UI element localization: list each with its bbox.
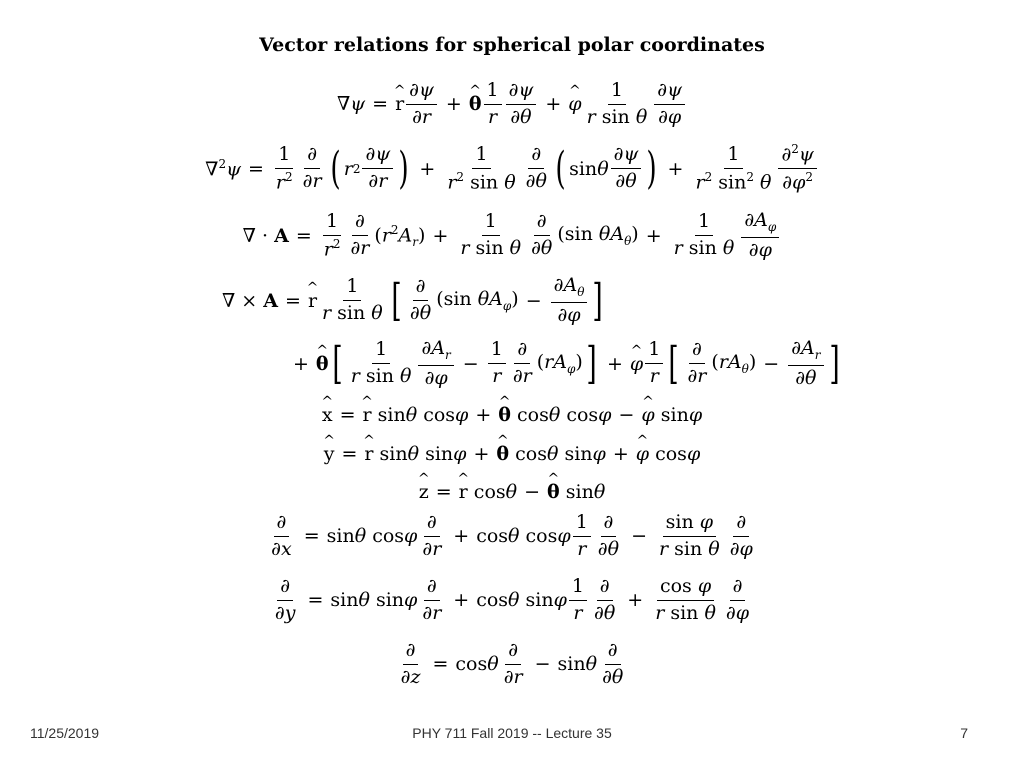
footer-course: PHY 711 Fall 2019 -- Lecture 35: [412, 725, 612, 741]
equation-d-dz: $\frac{\partial}{\partial z}$ = cos θ $\frac{\partial}{\partial r}$ − sin θ $\frac{\partial}{\partial\theta}$: [400, 639, 624, 688]
equation-x-hat: ^ x = ^ r sin θ cos φ + ^ θ cos θ cos φ − ^ φ sin φ: [0, 404, 1024, 426]
footer-date: 11/25/2019: [30, 725, 100, 741]
equation-divergence: ∇ · A = $\frac{1}{r^2}$ $\frac{\partial}{\partial r}$ $(r^2A_r)$ + $\frac{1}{\text{r sin θ}}$ $\frac{\partial}{\partial\theta}$ (sin $\theta A_\theta$) + $\frac{1}{\text{r sin θ}}$ $\frac{\partial A_\varphi}{\partial\varphi}$: [0, 210, 1024, 261]
equation-curl-line2: + ^ θ [ $\frac{1}{\text{r sin θ}}$ $\frac{\partial A_r}{\partial\varphi}$ − $\frac{1}{r}$ $\frac{\partial}{\partial r}$ $(rA_\varphi)$ ] + ^ φ $\frac{1}{r}$ [ $\frac{\partial}{\partial r}$ $(rA_\theta)$ − $\frac{\partial A_r}{\partial\theta}$ ]: [0, 338, 1024, 389]
equation-curl-line1: ∇ × A = ^ r $\frac{1}{\text{r sin θ}}$ [ $\frac{\partial}{\partial\theta}$ (sin $\theta A_\varphi$) − $\frac{\partial A_\theta}{\partial\varphi}$ ]: [0, 275, 1024, 326]
footer-page-number: 7: [960, 725, 968, 741]
slide-title: Vector relations for spherical polar coordinates: [259, 34, 765, 56]
equation-y-hat: ^ y = ^ r sin θ sin φ + ^ θ cos θ sin φ + ^ φ cos φ: [0, 443, 1024, 465]
equation-d-dy: $\frac{\partial}{\partial y}$ = sin θ sin φ $\frac{\partial}{\partial r}$ + cos θ sin φ $\frac{1}{r}$ $\frac{\partial}{\partial\theta}$ + $\frac{\text{cos φ}}{\text{r sin θ}}$ $\frac{\partial}{\partial\varphi}$: [274, 575, 750, 624]
equation-z-hat: ^ z = ^ r cos θ − ^ θ sin θ: [0, 481, 1024, 503]
equation-laplacian: ∇$^2$ψ = $\frac{1}{r^2}$ $\frac{\partial}{\partial r}$ ( r 2 $\frac{\partial\psi}{\partial r}$ ) + $\frac{1}{r^2 \sin \theta}$ $\frac{\partial}{\partial\theta}$ ( sin θ $\frac{\partial\psi}{\partial\theta}$ ) + $\frac{1}{r^2 \sin^2 \theta}$ $\frac{\partial^2\psi}{\partial\varphi^2}$: [0, 143, 1024, 194]
equation-gradient: ∇ψ = ^ r $\frac{\partial\psi}{\partial r}$ + ^ θ $\frac{1}{r}$ $\frac{\partial\psi}{\partial\theta}$ + ^ φ $\frac{1}{\text{r sin θ}}$ $\frac{\partial\psi}{\partial\varphi}$: [0, 80, 1024, 129]
equation-d-dx: $\frac{\partial}{\partial x}$ = sin θ cos φ $\frac{\partial}{\partial r}$ + cos θ cos φ $\frac{1}{r}$ $\frac{\partial}{\partial\theta}$ − $\frac{\text{sin φ}}{\text{r sin θ}}$ $\frac{\partial}{\partial\varphi}$: [271, 511, 753, 560]
